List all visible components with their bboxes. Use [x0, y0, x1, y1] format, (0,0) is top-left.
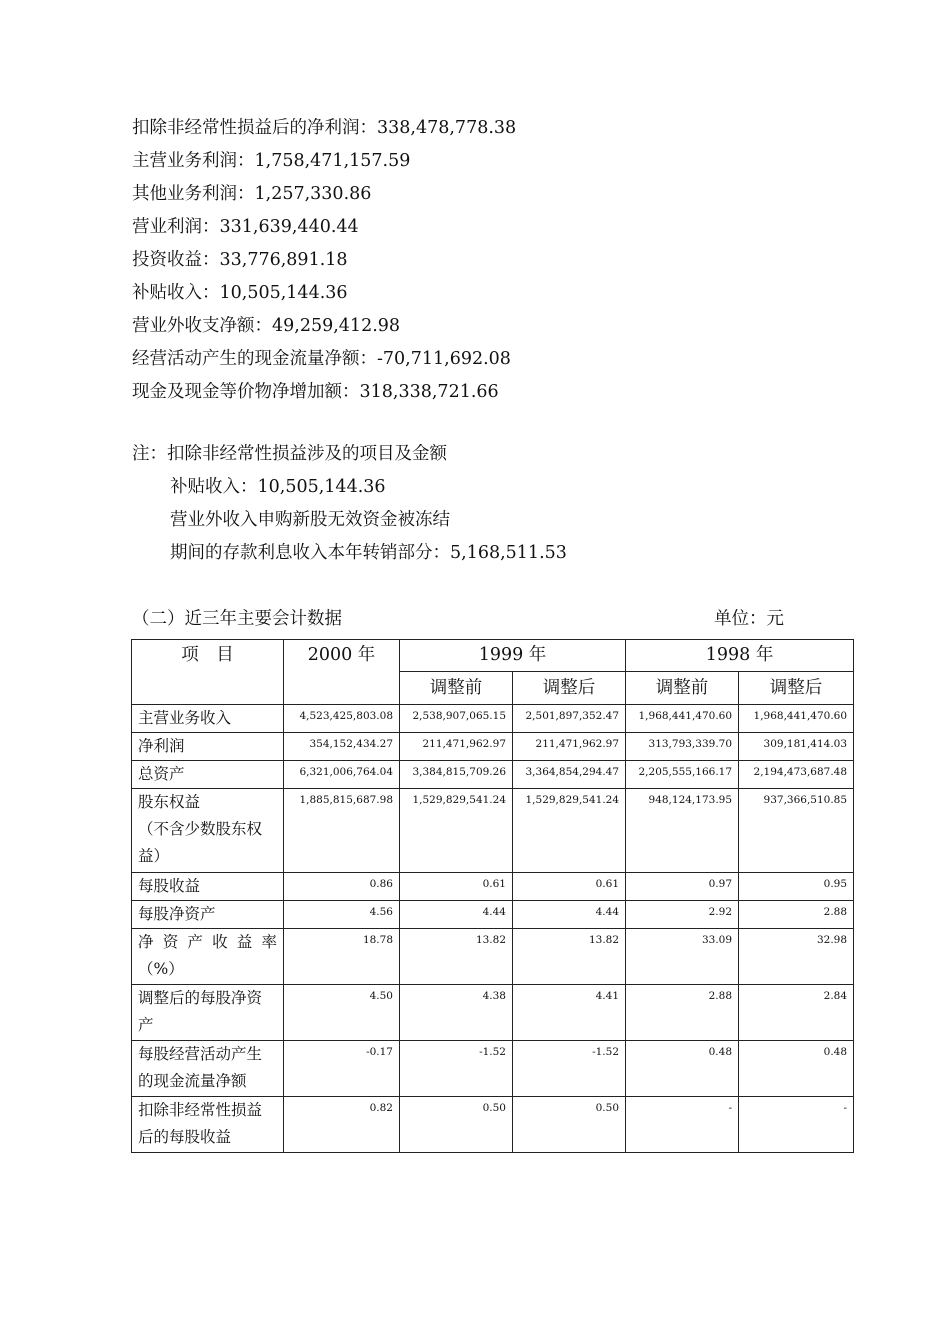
- row-label-line: 净资产收益率: [138, 933, 277, 951]
- cell-1998-before: 948,124,173.95: [626, 789, 739, 873]
- cell-2000: 4,523,425,803.08: [284, 705, 400, 733]
- cell-1998-before: 313,793,339.70: [626, 733, 739, 761]
- metric-line: 其他业务利润：1,257,330.86: [132, 184, 372, 204]
- cell-1999-before: 2,538,907,065.15: [400, 705, 513, 733]
- cell-1998-before: 2.88: [626, 985, 739, 1041]
- row-label-line: 产: [138, 1016, 154, 1034]
- cell-1998-before: 33.09: [626, 929, 739, 985]
- cell-1998-before: 0.97: [626, 873, 739, 901]
- cell-1999-before: 13.82: [400, 929, 513, 985]
- cell-1999-after: 0.61: [513, 873, 626, 901]
- cell-1999-after: -1.52: [513, 1041, 626, 1097]
- row-label-line: 的现金流量净额: [138, 1072, 247, 1090]
- cell-2000: 4.50: [284, 985, 400, 1041]
- row-label-line: 每股收益: [138, 877, 201, 895]
- header-1998-after: 调整后: [739, 672, 854, 705]
- metric-line: 投资收益：33,776,891.18: [132, 250, 348, 270]
- header-1998-before: 调整前: [626, 672, 739, 705]
- cell-1999-after: 0.50: [513, 1097, 626, 1153]
- accounting-data-table: [131, 639, 854, 1153]
- row-label: [132, 1041, 284, 1097]
- table-row: [132, 929, 854, 985]
- row-label: [132, 761, 284, 789]
- cell-1998-after: 2.84: [739, 985, 854, 1041]
- cell-1998-before: 2.92: [626, 901, 739, 929]
- table-unit: 单位：元: [714, 609, 784, 629]
- cell-1998-after: 2.88: [739, 901, 854, 929]
- table-row: [132, 985, 854, 1041]
- row-label: [132, 929, 284, 985]
- row-label: [132, 985, 284, 1041]
- metric-line: 营业外收支净额：49,259,412.98: [132, 316, 401, 336]
- table-row: [132, 1097, 854, 1153]
- cell-1998-before: 0.48: [626, 1041, 739, 1097]
- note-block: [132, 438, 892, 570]
- cell-2000: 6,321,006,764.04: [284, 761, 400, 789]
- table-row: [132, 733, 854, 761]
- cell-2000: 4.56: [284, 901, 400, 929]
- cell-1999-before: 1,529,829,541.24: [400, 789, 513, 873]
- row-label: [132, 901, 284, 929]
- metric-line: 主营业务利润：1,758,471,157.59: [132, 151, 411, 171]
- cell-1999-after: 13.82: [513, 929, 626, 985]
- cell-1999-after: 3,364,854,294.47: [513, 761, 626, 789]
- key-metrics-list: [132, 112, 892, 409]
- metric-line: 经营活动产生的现金流量净额：-70,711,692.08: [132, 349, 511, 369]
- cell-2000: -0.17: [284, 1041, 400, 1097]
- cell-1999-before: 4.38: [400, 985, 513, 1041]
- metric-line: 营业利润：331,639,440.44: [132, 217, 359, 237]
- table-title: （二）近三年主要会计数据: [132, 609, 342, 629]
- cell-1998-after: 0.48: [739, 1041, 854, 1097]
- row-label-line: 净利润: [138, 737, 185, 755]
- cell-1999-after: 4.41: [513, 985, 626, 1041]
- note-heading: 注：扣除非经常性损益涉及的项目及金额: [132, 444, 447, 464]
- cell-1999-before: 211,471,962.97: [400, 733, 513, 761]
- cell-1999-before: 4.44: [400, 901, 513, 929]
- note-line: 营业外收入申购新股无效资金被冻结: [170, 510, 450, 530]
- cell-1998-before: -: [626, 1097, 739, 1153]
- row-label-line: 股东权益: [138, 793, 201, 811]
- header-item: 项 目: [132, 640, 284, 705]
- metric-line: 现金及现金等价物净增加额：318,338,721.66: [132, 382, 499, 402]
- cell-1999-before: -1.52: [400, 1041, 513, 1097]
- row-label-line: 每股经营活动产生: [138, 1045, 263, 1063]
- cell-1998-before: 1,968,441,470.60: [626, 705, 739, 733]
- cell-1999-before: 0.61: [400, 873, 513, 901]
- cell-1998-before: 2,205,555,166.17: [626, 761, 739, 789]
- cell-1998-after: 937,366,510.85: [739, 789, 854, 873]
- table-row: [132, 761, 854, 789]
- cell-1998-after: 309,181,414.03: [739, 733, 854, 761]
- row-label-line: 扣除非经常性损益: [138, 1101, 263, 1119]
- cell-1998-after: 0.95: [739, 873, 854, 901]
- row-label-line: 主营业务收入: [138, 709, 232, 727]
- cell-1999-after: 1,529,829,541.24: [513, 789, 626, 873]
- row-label-line: （不含少数股东权: [138, 820, 263, 838]
- cell-2000: 354,152,434.27: [284, 733, 400, 761]
- cell-1998-after: -: [739, 1097, 854, 1153]
- cell-1998-after: 2,194,473,687.48: [739, 761, 854, 789]
- cell-1999-after: 2,501,897,352.47: [513, 705, 626, 733]
- cell-1999-before: 0.50: [400, 1097, 513, 1153]
- note-line: 补贴收入：10,505,144.36: [170, 477, 386, 497]
- row-label-line: 益）: [138, 847, 170, 865]
- row-label: [132, 705, 284, 733]
- table-row: [132, 1041, 854, 1097]
- cell-2000: 1,885,815,687.98: [284, 789, 400, 873]
- header-1999-after: 调整后: [513, 672, 626, 705]
- cell-1998-after: 1,968,441,470.60: [739, 705, 854, 733]
- table-row: [132, 873, 854, 901]
- row-label: [132, 873, 284, 901]
- cell-1999-before: 3,384,815,709.26: [400, 761, 513, 789]
- cell-1999-after: 4.44: [513, 901, 626, 929]
- row-label: [132, 789, 284, 873]
- table-caption: [132, 604, 784, 634]
- table-row: [132, 705, 854, 733]
- cell-2000: 0.82: [284, 1097, 400, 1153]
- metric-line: 扣除非经常性损益后的净利润：338,478,778.38: [132, 118, 517, 138]
- cell-1999-after: 211,471,962.97: [513, 733, 626, 761]
- header-1999: 1999 年: [400, 640, 626, 672]
- header-2000: 2000 年: [284, 640, 400, 705]
- cell-2000: 0.86: [284, 873, 400, 901]
- row-label-line: （%）: [138, 960, 184, 978]
- row-label-line: 总资产: [138, 765, 185, 783]
- cell-1998-after: 32.98: [739, 929, 854, 985]
- header-1998: 1998 年: [626, 640, 854, 672]
- table-row: [132, 789, 854, 873]
- cell-2000: 18.78: [284, 929, 400, 985]
- row-label: [132, 1097, 284, 1153]
- note-line: 期间的存款利息收入本年转销部分：5,168,511.53: [170, 543, 567, 563]
- table-row: [132, 901, 854, 929]
- row-label: [132, 733, 284, 761]
- row-label-line: 调整后的每股净资: [138, 989, 263, 1007]
- header-1999-before: 调整前: [400, 672, 513, 705]
- row-label-line: 每股净资产: [138, 905, 216, 923]
- metric-line: 补贴收入：10,505,144.36: [132, 283, 348, 303]
- row-label-line: 后的每股收益: [138, 1128, 232, 1146]
